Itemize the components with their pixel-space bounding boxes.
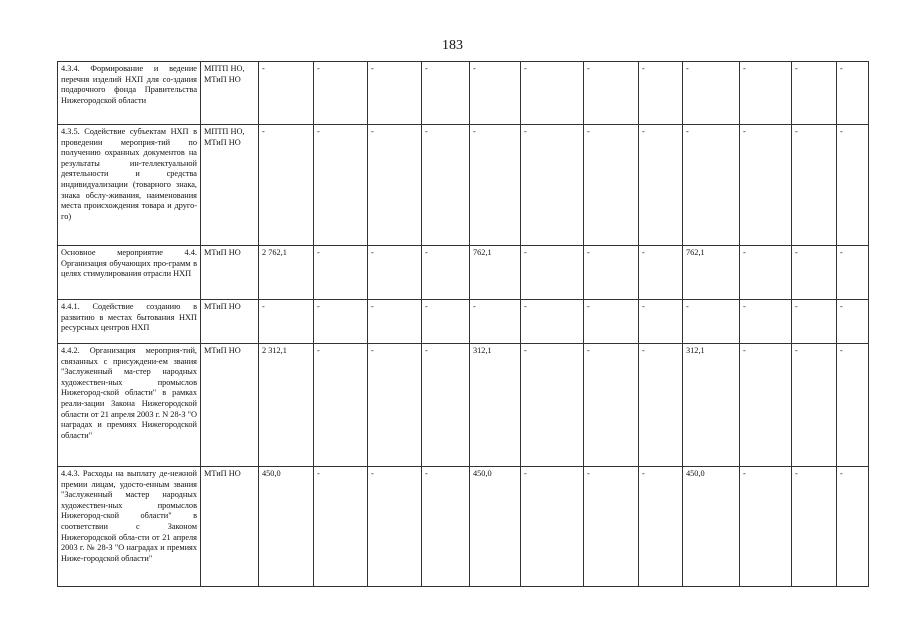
value-cell: - xyxy=(259,62,314,125)
value-cell: - xyxy=(368,467,422,587)
value-cell: - xyxy=(639,125,683,246)
value-cell: - xyxy=(837,467,869,587)
value-cell: - xyxy=(521,62,584,125)
value-cell: - xyxy=(792,246,837,300)
activity-name-cell: 4.4.1. Содействие созданию в развитию в местах бытования НХП ресурсных центров НХП xyxy=(58,300,201,344)
value-cell: - xyxy=(521,125,584,246)
value-cell: - xyxy=(584,246,639,300)
value-cell: - xyxy=(422,344,470,467)
value-cell: - xyxy=(422,62,470,125)
value-cell: - xyxy=(584,344,639,467)
value-cell: - xyxy=(521,246,584,300)
value-cell: 2 312,1 xyxy=(259,344,314,467)
value-cell: - xyxy=(314,246,368,300)
responsible-cell: МТиП НО xyxy=(201,300,259,344)
responsible-cell: МТиП НО xyxy=(201,246,259,300)
program-table xyxy=(57,61,869,587)
table-row xyxy=(58,467,869,587)
table-row xyxy=(58,344,869,467)
value-cell: - xyxy=(639,467,683,587)
value-cell: - xyxy=(470,62,521,125)
value-cell: - xyxy=(639,62,683,125)
activity-name-cell: 4.3.4. Формирование и ведение перечня изделий НХП для со-здания подарочного фонда Правительства Нижегородской области xyxy=(58,62,201,125)
value-cell: - xyxy=(683,125,740,246)
value-cell: 312,1 xyxy=(470,344,521,467)
value-cell: - xyxy=(837,344,869,467)
value-cell: 762,1 xyxy=(470,246,521,300)
value-cell: - xyxy=(422,300,470,344)
value-cell: - xyxy=(740,300,792,344)
value-cell: - xyxy=(639,300,683,344)
responsible-cell: МПТП НО, МТиП НО xyxy=(201,125,259,246)
responsible-cell: МПТП НО, МТиП НО xyxy=(201,62,259,125)
value-cell: - xyxy=(683,62,740,125)
value-cell: 450,0 xyxy=(470,467,521,587)
page-number: 183 xyxy=(442,38,463,53)
value-cell: 2 762,1 xyxy=(259,246,314,300)
value-cell: - xyxy=(259,125,314,246)
value-cell: - xyxy=(314,62,368,125)
value-cell: - xyxy=(683,300,740,344)
table-row xyxy=(58,246,869,300)
value-cell: - xyxy=(368,246,422,300)
value-cell: - xyxy=(584,300,639,344)
value-cell: - xyxy=(584,467,639,587)
value-cell: - xyxy=(584,62,639,125)
activity-name-cell: 4.4.2. Организация мероприя-тий, связанных с присуждени-ем звания "Заслуженный ма-стер народных художествен-ных промыслов Нижегород-ской области" в рамках реали-зации Закона Нижегородской области от 21 апреля 2003 г. N 28-З "О наградах и премиях Нижегородской области" xyxy=(58,344,201,467)
value-cell: - xyxy=(422,246,470,300)
value-cell: - xyxy=(837,246,869,300)
value-cell: - xyxy=(368,125,422,246)
value-cell: - xyxy=(368,300,422,344)
value-cell: - xyxy=(314,467,368,587)
value-cell: - xyxy=(792,62,837,125)
value-cell: - xyxy=(422,467,470,587)
value-cell: - xyxy=(314,300,368,344)
value-cell: - xyxy=(521,467,584,587)
value-cell: - xyxy=(314,344,368,467)
value-cell: - xyxy=(639,246,683,300)
value-cell: - xyxy=(792,300,837,344)
value-cell: - xyxy=(740,344,792,467)
table-row xyxy=(58,300,869,344)
value-cell: - xyxy=(740,62,792,125)
value-cell: - xyxy=(470,125,521,246)
value-cell: - xyxy=(837,62,869,125)
value-cell: - xyxy=(368,344,422,467)
value-cell: - xyxy=(792,125,837,246)
value-cell: - xyxy=(368,62,422,125)
value-cell: - xyxy=(470,300,521,344)
responsible-cell: МТиП НО xyxy=(201,344,259,467)
activity-name-cell: 4.3.5. Содействие субъектам НХП в проведении мероприя-тий по получению охранных документов на результаты ин-теллектуальной деятельности и средства индивидуализации (товарного знака, знака обслу-живания, наименования места происхождения товара и друго-го) xyxy=(58,125,201,246)
value-cell: - xyxy=(792,467,837,587)
activity-name-cell: Основное мероприятие 4.4. Организация обучающих про-грамм в целях стимулирования отрасли НХП xyxy=(58,246,201,300)
value-cell: - xyxy=(422,125,470,246)
value-cell: 450,0 xyxy=(259,467,314,587)
value-cell: - xyxy=(259,300,314,344)
value-cell: - xyxy=(584,125,639,246)
value-cell: - xyxy=(521,344,584,467)
table-row xyxy=(58,62,869,125)
value-cell: - xyxy=(314,125,368,246)
responsible-cell: МТиП НО xyxy=(201,467,259,587)
value-cell: 762,1 xyxy=(683,246,740,300)
value-cell: - xyxy=(792,344,837,467)
table-row xyxy=(58,125,869,246)
activity-name-cell: 4.4.3. Расходы на выплату де-нежной премии лицам, удосто-енным звания "Заслуженный мастер народных художествен-ных промыслов Нижегород-ской области" в соответствии с Законом Нижегородской обла-сти от 21 апреля 2003 г. № 28-З "О наградах и премиях Ниже-городской области" xyxy=(58,467,201,587)
value-cell: - xyxy=(521,300,584,344)
table-body xyxy=(58,62,869,587)
value-cell: - xyxy=(639,344,683,467)
value-cell: - xyxy=(740,467,792,587)
value-cell: 450,0 xyxy=(683,467,740,587)
value-cell: - xyxy=(740,246,792,300)
value-cell: - xyxy=(740,125,792,246)
value-cell: - xyxy=(837,300,869,344)
value-cell: 312,1 xyxy=(683,344,740,467)
value-cell: - xyxy=(837,125,869,246)
